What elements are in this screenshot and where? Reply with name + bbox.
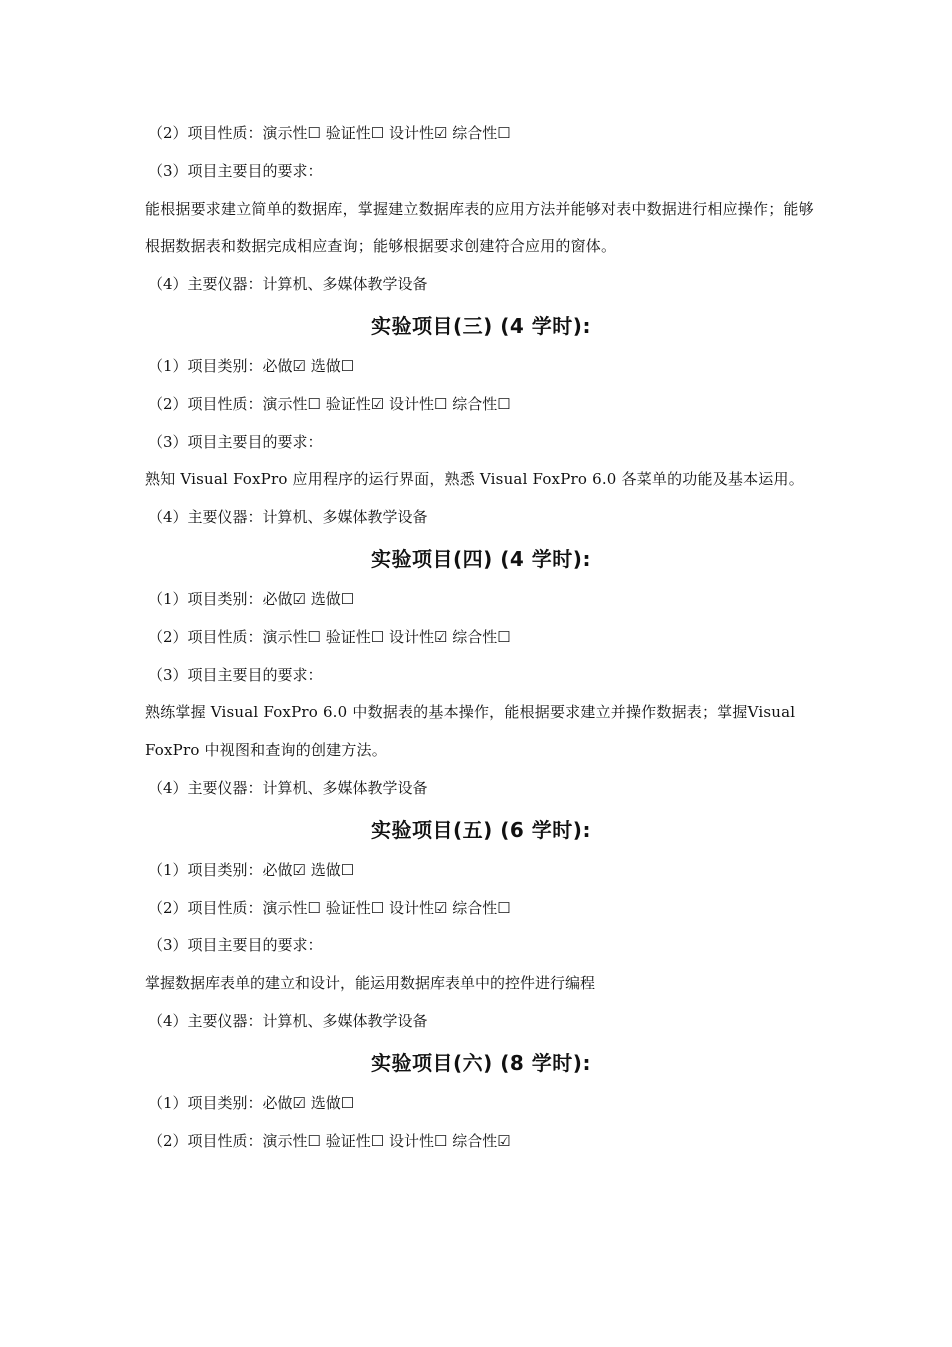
exp5-heading: 实验项目(五) (6 学时): bbox=[371, 817, 591, 842]
exp4-category-line: （1）项目类别：必做☑ 选做☐ bbox=[148, 589, 355, 608]
exp6-category-line: （1）项目类别：必做☑ 选做☐ bbox=[148, 1093, 355, 1112]
exp3-goal-label: （3）项目主要目的要求： bbox=[148, 432, 323, 451]
exp5-nature-line: （2）项目性质：演示性☐ 验证性☐ 设计性☑ 综合性☐ bbox=[148, 898, 511, 917]
exp5-goal-text: 掌握数据库表单的建立和设计，能运用数据库表单中的控件进行编程 bbox=[145, 974, 596, 993]
exp6-heading: 实验项目(六) (8 学时): bbox=[371, 1050, 591, 1075]
prev-instruments-line: （4）主要仪器：计算机、多媒体教学设备 bbox=[148, 275, 428, 294]
exp5-instruments-line: （4）主要仪器：计算机、多媒体教学设备 bbox=[148, 1011, 428, 1030]
exp5-goal-label: （3）项目主要目的要求： bbox=[148, 936, 323, 955]
exp6-nature-line: （2）项目性质：演示性☐ 验证性☐ 设计性☐ 综合性☑ bbox=[148, 1131, 511, 1150]
document-page bbox=[145, 115, 817, 1160]
exp4-heading: 实验项目(四) (4 学时): bbox=[371, 546, 591, 571]
exp4-goal-text: 熟练掌握 Visual FoxPro 6.0 中数据表的基本操作，能根据要求建立并操作数据表；掌握Visual FoxPro 中视图和查询的创建方法。 bbox=[145, 703, 796, 760]
exp4-instruments-line: （4）主要仪器：计算机、多媒体教学设备 bbox=[148, 778, 428, 797]
prev-nature-line: （2）项目性质：演示性☐ 验证性☐ 设计性☑ 综合性☐ bbox=[148, 124, 511, 142]
exp3-category-line: （1）项目类别：必做☑ 选做☐ bbox=[148, 356, 355, 375]
exp3-nature-line: （2）项目性质：演示性☐ 验证性☑ 设计性☐ 综合性☐ bbox=[148, 394, 511, 413]
exp5-category-line: （1）项目类别：必做☑ 选做☐ bbox=[148, 860, 355, 879]
prev-goal-label: （3）项目主要目的要求： bbox=[148, 161, 323, 180]
exp3-heading: 实验项目(三) (4 学时): bbox=[371, 313, 591, 338]
exp4-goal-label: （3）项目主要目的要求： bbox=[148, 665, 323, 684]
exp4-nature-line: （2）项目性质：演示性☐ 验证性☐ 设计性☑ 综合性☐ bbox=[148, 627, 511, 646]
exp3-instruments-line: （4）主要仪器：计算机、多媒体教学设备 bbox=[148, 508, 428, 527]
exp3-goal-text: 熟知 Visual FoxPro 应用程序的运行界面，熟悉 Visual FoxPro 6.0 各菜单的功能及基本运用。 bbox=[145, 470, 804, 489]
prev-goal-text: 能根据要求建立简单的数据库，掌握建立数据库表的应用方法并能够对表中数据进行相应操作；能够根据数据表和数据完成相应查询；能够根据要求创建符合应用的窗体。 bbox=[145, 199, 814, 256]
